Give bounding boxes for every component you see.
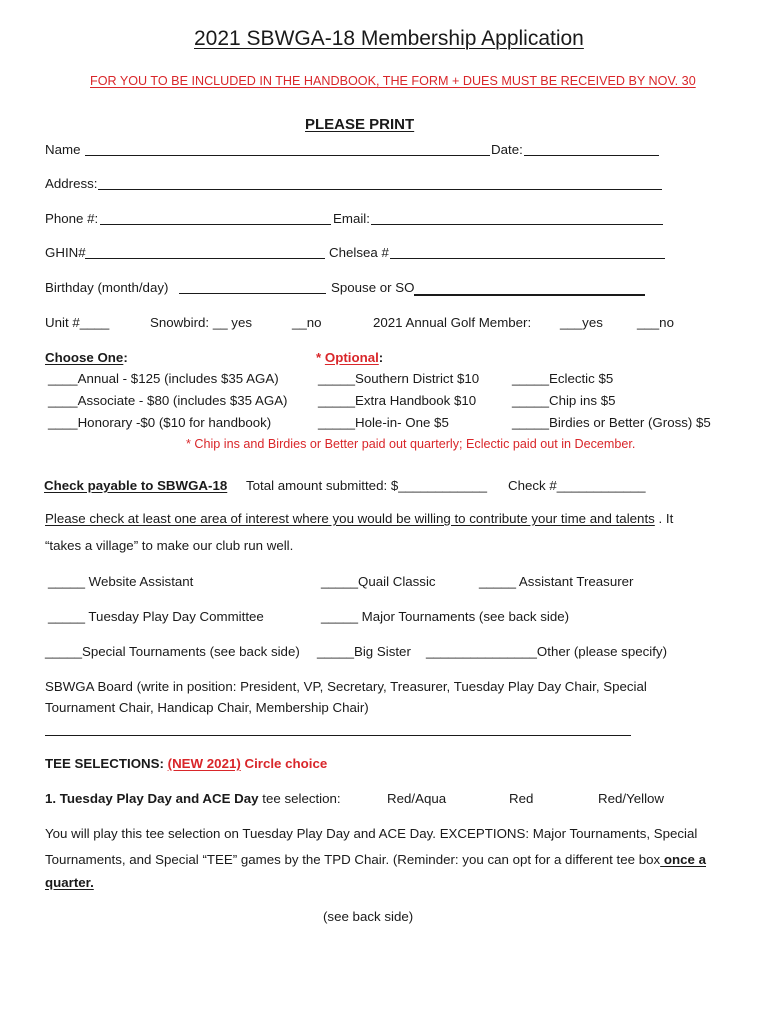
- payout-note: * Chip ins and Birdies or Better paid out quarterly; Eclectic paid out in December.: [186, 437, 636, 451]
- choose-one-text: Choose One: [45, 350, 124, 365]
- date-label: Date:: [491, 142, 523, 157]
- optional-star: *: [316, 350, 325, 365]
- date-field[interactable]: [524, 155, 659, 156]
- spouse-label: Spouse or SO: [331, 280, 415, 295]
- tee-choice-red-aqua[interactable]: Red/Aqua: [387, 791, 447, 806]
- chelsea-label: Chelsea #: [329, 245, 389, 260]
- phone-label: Phone #:: [45, 211, 99, 226]
- annual-member-label: 2021 Annual Golf Member:: [373, 315, 532, 330]
- tee-note-line2: [45, 853, 706, 866]
- chelsea-field[interactable]: [390, 258, 665, 259]
- ghin-field[interactable]: [85, 258, 325, 259]
- annual-member-no[interactable]: ___no: [637, 315, 674, 330]
- quail-classic-option[interactable]: _____Quail Classic: [321, 574, 436, 589]
- interest-instruction-underlined: Please check at least one area of interest where you would be willing to contribute your time and talents: [45, 511, 655, 526]
- name-label: Name: [45, 142, 81, 157]
- board-text-line1: SBWGA Board (write in position: President, VP, Secretary, Treasurer, Tuesday Play Day Chair, Special: [45, 679, 647, 694]
- interest-instruction: [45, 512, 673, 525]
- snowbird-yes[interactable]: Snowbird: __ yes: [150, 315, 252, 330]
- eclectic-option[interactable]: _____Eclectic $5: [512, 371, 614, 386]
- southern-district-option[interactable]: _____Southern District $10: [318, 371, 480, 386]
- total-amount-field[interactable]: Total amount submitted: $____________: [246, 478, 487, 493]
- tee-note-line3: quarter.: [45, 875, 94, 890]
- tee-note-line2-text: Tournaments, and Special “TEE” games by the TPD Chair. (Reminder: you can opt for a different tee box: [45, 852, 661, 867]
- board-position-field[interactable]: [45, 735, 631, 736]
- choose-one-heading: [45, 351, 128, 364]
- birthday-label: Birthday (month/day): [45, 280, 169, 295]
- birdies-option[interactable]: _____Birdies or Better (Gross) $5: [512, 415, 711, 430]
- membership-associate-option[interactable]: ____Associate - $80 (includes $35 AGA): [48, 393, 288, 408]
- deadline-notice: FOR YOU TO BE INCLUDED IN THE HANDBOOK, THE FORM + DUES MUST BE RECEIVED BY NOV. 30: [90, 74, 696, 88]
- special-tournaments-option[interactable]: _____Special Tournaments (see back side): [45, 644, 300, 659]
- ghin-label: GHIN#: [45, 245, 86, 260]
- tee-question-1-bold: 1. Tuesday Play Day and ACE Day: [45, 791, 259, 806]
- board-text-line2: Tournament Chair, Handicap Chair, Membership Chair): [45, 700, 369, 715]
- name-field[interactable]: [85, 155, 490, 156]
- page-title: 2021 SBWGA-18 Membership Application: [194, 27, 584, 50]
- optional-text: Optional: [324, 350, 379, 365]
- major-tournaments-option[interactable]: _____ Major Tournaments (see back side): [321, 609, 570, 624]
- other-option[interactable]: _______________Other (please specify): [426, 644, 667, 659]
- membership-honorary-option[interactable]: ____Honorary -$0 ($10 for handbook): [48, 415, 272, 430]
- unit-field[interactable]: Unit #____: [45, 315, 110, 330]
- tee-label: TEE SELECTIONS:: [45, 756, 168, 771]
- address-label: Address:: [45, 176, 98, 191]
- tee-choice-red[interactable]: Red: [509, 791, 534, 806]
- see-back-side-footer: (see back side): [323, 909, 414, 924]
- interest-instruction-tail: . It: [654, 511, 674, 526]
- website-assistant-option[interactable]: _____ Website Assistant: [48, 574, 194, 589]
- assistant-treasurer-option[interactable]: _____ Assistant Treasurer: [479, 574, 634, 589]
- big-sister-option[interactable]: _____Big Sister: [317, 644, 411, 659]
- phone-field[interactable]: [100, 224, 331, 225]
- tee-new-badge: (NEW 2021): [167, 756, 241, 771]
- hole-in-one-option[interactable]: _____Hole-in- One $5: [318, 415, 449, 430]
- tee-note-emphasis: once a: [660, 852, 706, 867]
- interest-instruction-line2: “takes a village” to make our club run well.: [45, 538, 294, 553]
- choose-one-colon: :: [123, 350, 128, 365]
- birthday-field[interactable]: [179, 293, 326, 294]
- snowbird-no[interactable]: __no: [292, 315, 322, 330]
- membership-annual-option[interactable]: ____Annual - $125 (includes $35 AGA): [48, 371, 279, 386]
- optional-colon: :: [378, 350, 384, 365]
- annual-member-yes[interactable]: ___yes: [560, 315, 603, 330]
- check-payable-label: Check payable to SBWGA-18: [44, 478, 228, 493]
- tee-question-1-rest: tee selection:: [258, 791, 341, 806]
- tuesday-committee-option[interactable]: _____ Tuesday Play Day Committee: [48, 609, 264, 624]
- tee-question-1: [45, 792, 341, 805]
- chip-ins-option[interactable]: _____Chip ins $5: [512, 393, 616, 408]
- optional-heading: [316, 351, 383, 364]
- please-print-heading: PLEASE PRINT: [305, 116, 415, 133]
- tee-circle-choice: Circle choice: [240, 756, 328, 771]
- check-number-field[interactable]: Check #____________: [508, 478, 646, 493]
- email-label: Email:: [333, 211, 370, 226]
- extra-handbook-option[interactable]: _____Extra Handbook $10: [318, 393, 477, 408]
- tee-selections-heading: [45, 757, 327, 770]
- tee-choice-red-yellow[interactable]: Red/Yellow: [598, 791, 665, 806]
- tee-note-line1: You will play this tee selection on Tuesday Play Day and ACE Day. EXCEPTIONS: Major Tournaments, Special: [45, 826, 698, 841]
- address-field[interactable]: [98, 189, 662, 190]
- spouse-field[interactable]: [414, 294, 645, 296]
- email-field[interactable]: [371, 224, 663, 225]
